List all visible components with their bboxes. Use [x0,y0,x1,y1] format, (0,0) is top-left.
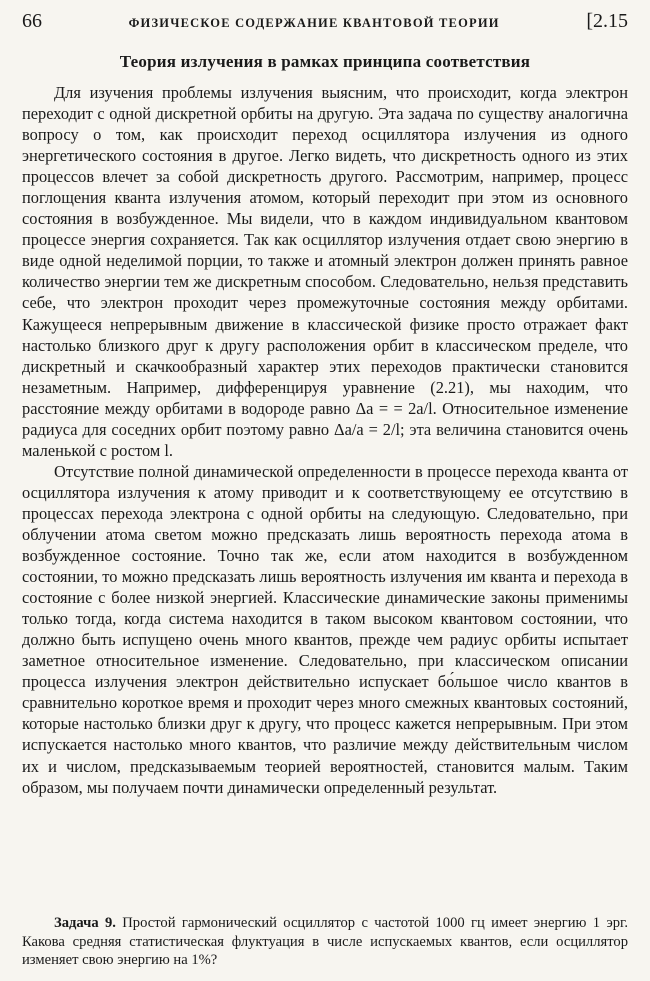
section-number: [2.15 [586,10,628,32]
paragraph: Отсутствие полной динамической определенности в процессе перехода кванта от осциллятора излучения к атому приводит и к соответствующему ее отсутствию в процессах перехода электрона с одной орбиты на следующую. Следовательно, при облучении атома светом можно предсказать лишь вероятность перехода атома в возбужденное состояние. Точно так же, если атом находится в возбужденном состоянии, то можно предсказать лишь вероятность излучения им кванта и перехода в состояние с более низкой энергией. Классические динамические законы применимы только тогда, когда система находится в таком высоком квантовом состоянии, что должно быть испущено очень много квантов, прежде чем радиус орбиты испытает заметное относительное изменение. Следовательно, при классическом описании процесса излучения электрон действительно испускает бо́льшое число квантов в сравнительно короткое время и проходит через много смежных квантовых состояний, которые настолько близки друг к другу, что процесс кажется непрерывным. При этом испускается настолько много квантов, что различие между действительным числом их и числом, предсказываемым теорией вероятностей, становится малым. Таким образом, мы получаем почти динамически определенный результат. [22,461,628,797]
problem-label: Задача 9. [54,915,116,931]
running-head: ФИЗИЧЕСКОЕ СОДЕРЖАНИЕ КВАНТОВОЙ ТЕОРИИ [128,16,500,30]
problem-paragraph [22,914,628,970]
body-text [22,82,628,798]
paragraph: Для изучения проблемы излучения выясним, что происходит, когда электрон переходит с одной дискретной орбиты на другую. Эта задача по существу аналогична вопросу о том, как происходит переход осциллятора излучения из одного энергетического состояния в другое. Легко видеть, что дискретность одного из этих процессов влечет за собой дискретность другого. Рассмотрим, например, процесс поглощения кванта излучения атомом, который переходит при этом из основного состояния в возбужденное. Мы видели, что в каждом индивидуальном квантовом процессе энергия сохраняется. Так как осциллятор излучения отдает свою энергию в виде одной неделимой порции, то также и атомный электрон должен принять равное количество энергии тем же дискретным способом. Следовательно, нельзя представить себе, что электрон проходит через промежуточные состояния между орбитами. Кажущееся непрерывным движение в классической физике просто отражает факт настолько близкого друг к другу расположения орбит в классическом пределе, что дискретный и скачкообразный характер этих переходов практически становится незаметным. Например, дифференцируя уравнение (2.21), мы находим, что расстояние между орбитами в водороде равно Δa = = 2a/l. Относительное изменение радиуса для соседних орбит поэтому равно Δa/a = 2/l; эта величина становится очень маленькой с ростом l. [22,83,628,460]
page-header [22,10,628,36]
section-title: Теория излучения в рамках принципа соответствия [119,52,531,71]
page-number: 66 [22,10,42,32]
problem-block [22,914,628,970]
problem-text: Простой гармонический осциллятор с частотой 1000 гц имеет энергию 1 эрг. Какова средняя статистическая флуктуация в числе испускаемых квантов, если осциллятор изменяет свою энергию на 1%? [22,915,628,968]
